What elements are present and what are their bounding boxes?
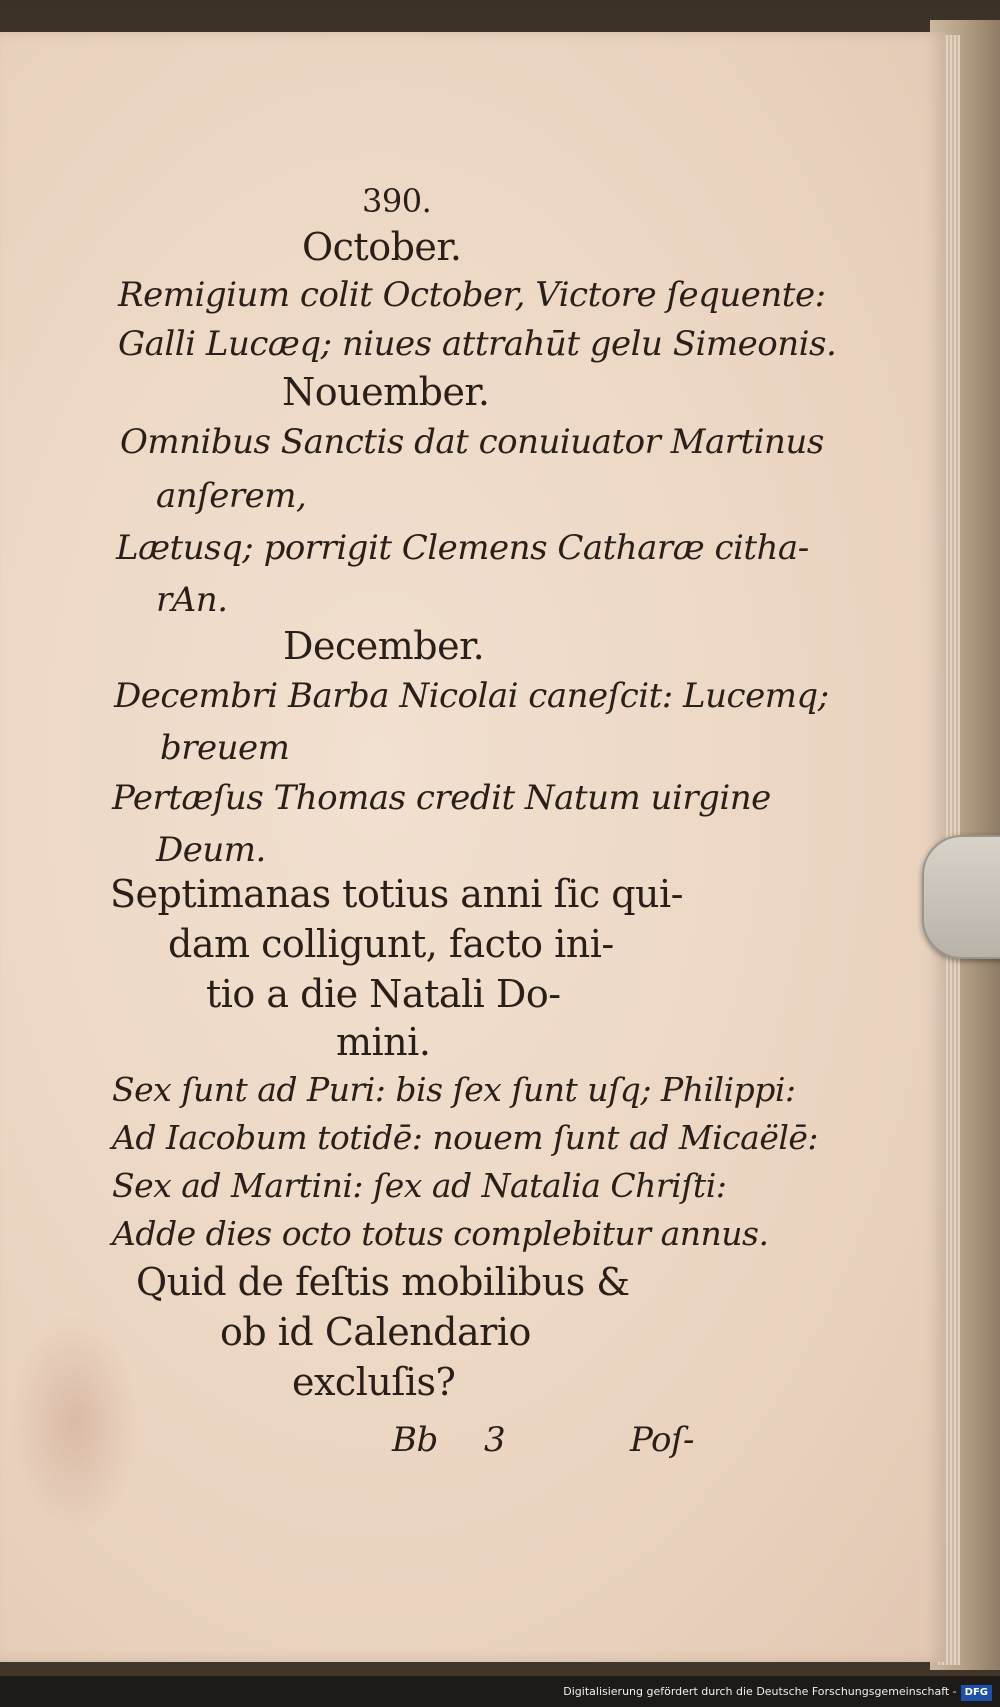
weeks-heading-4: mini. [336, 1020, 431, 1064]
weeks-heading-2: dam colligunt, facto ini- [168, 922, 614, 966]
december-line-4: Deum. [156, 830, 266, 870]
weeks-heading-3: tio a die Natali Do- [206, 972, 561, 1016]
december-line-3: Pertæſus Thomas credit Natum uirgine [112, 778, 771, 818]
question-heading-2: ob id Calendario [220, 1310, 531, 1354]
heading-october: October. [302, 225, 462, 269]
page-clip [922, 835, 1000, 959]
page-stain [10, 1312, 140, 1532]
november-line-1: Omnibus Sanctis dat conuiuator Martinus [120, 422, 824, 462]
question-heading-3: excluſis? [292, 1360, 456, 1404]
weeks-line-3: Sex ad Martini: ſex ad Natalia Chriſti: [112, 1166, 727, 1205]
footer-credit: Digitalisierung gefördert durch die Deutsche Forschungsgemeinschaft - [563, 1685, 957, 1698]
weeks-line-4: Adde dies octo totus complebitur annus. [112, 1214, 769, 1253]
signature-mark: Bb [392, 1420, 438, 1460]
page-number: 390. [362, 182, 432, 220]
signature-number: 3 [484, 1420, 506, 1460]
november-line-3: Lætusq; porrigit Clemens Catharæ citha- [116, 528, 809, 568]
october-line-1: Remigium colit October, Victore ſequente: [118, 275, 826, 315]
november-line-2: anſerem, [156, 476, 307, 516]
heading-november: Nouember. [282, 370, 490, 414]
october-line-2: Galli Lucæq; niues attrahūt gelu Simeonis. [118, 324, 837, 364]
weeks-heading-1: Septimanas totius anni ſic qui- [110, 872, 683, 916]
december-line-1: Decembri Barba Nicolai caneſcit: Lucemq; [114, 676, 829, 716]
weeks-line-1: Sex ſunt ad Puri: bis ſex ſunt uſq; Philippi: [112, 1070, 796, 1109]
november-line-4: rAn. [156, 580, 228, 620]
digitization-footer [0, 1676, 1000, 1707]
dfg-logo: DFG [961, 1685, 992, 1701]
heading-december: December. [283, 624, 485, 668]
question-heading-1: Quid de feſtis mobilibus & [136, 1260, 630, 1304]
december-line-2: breuem [160, 728, 290, 768]
weeks-line-2: Ad Iacobum totidē: nouem ſunt ad Micaëlē: [112, 1118, 819, 1157]
catchword: Poſ- [630, 1420, 695, 1460]
